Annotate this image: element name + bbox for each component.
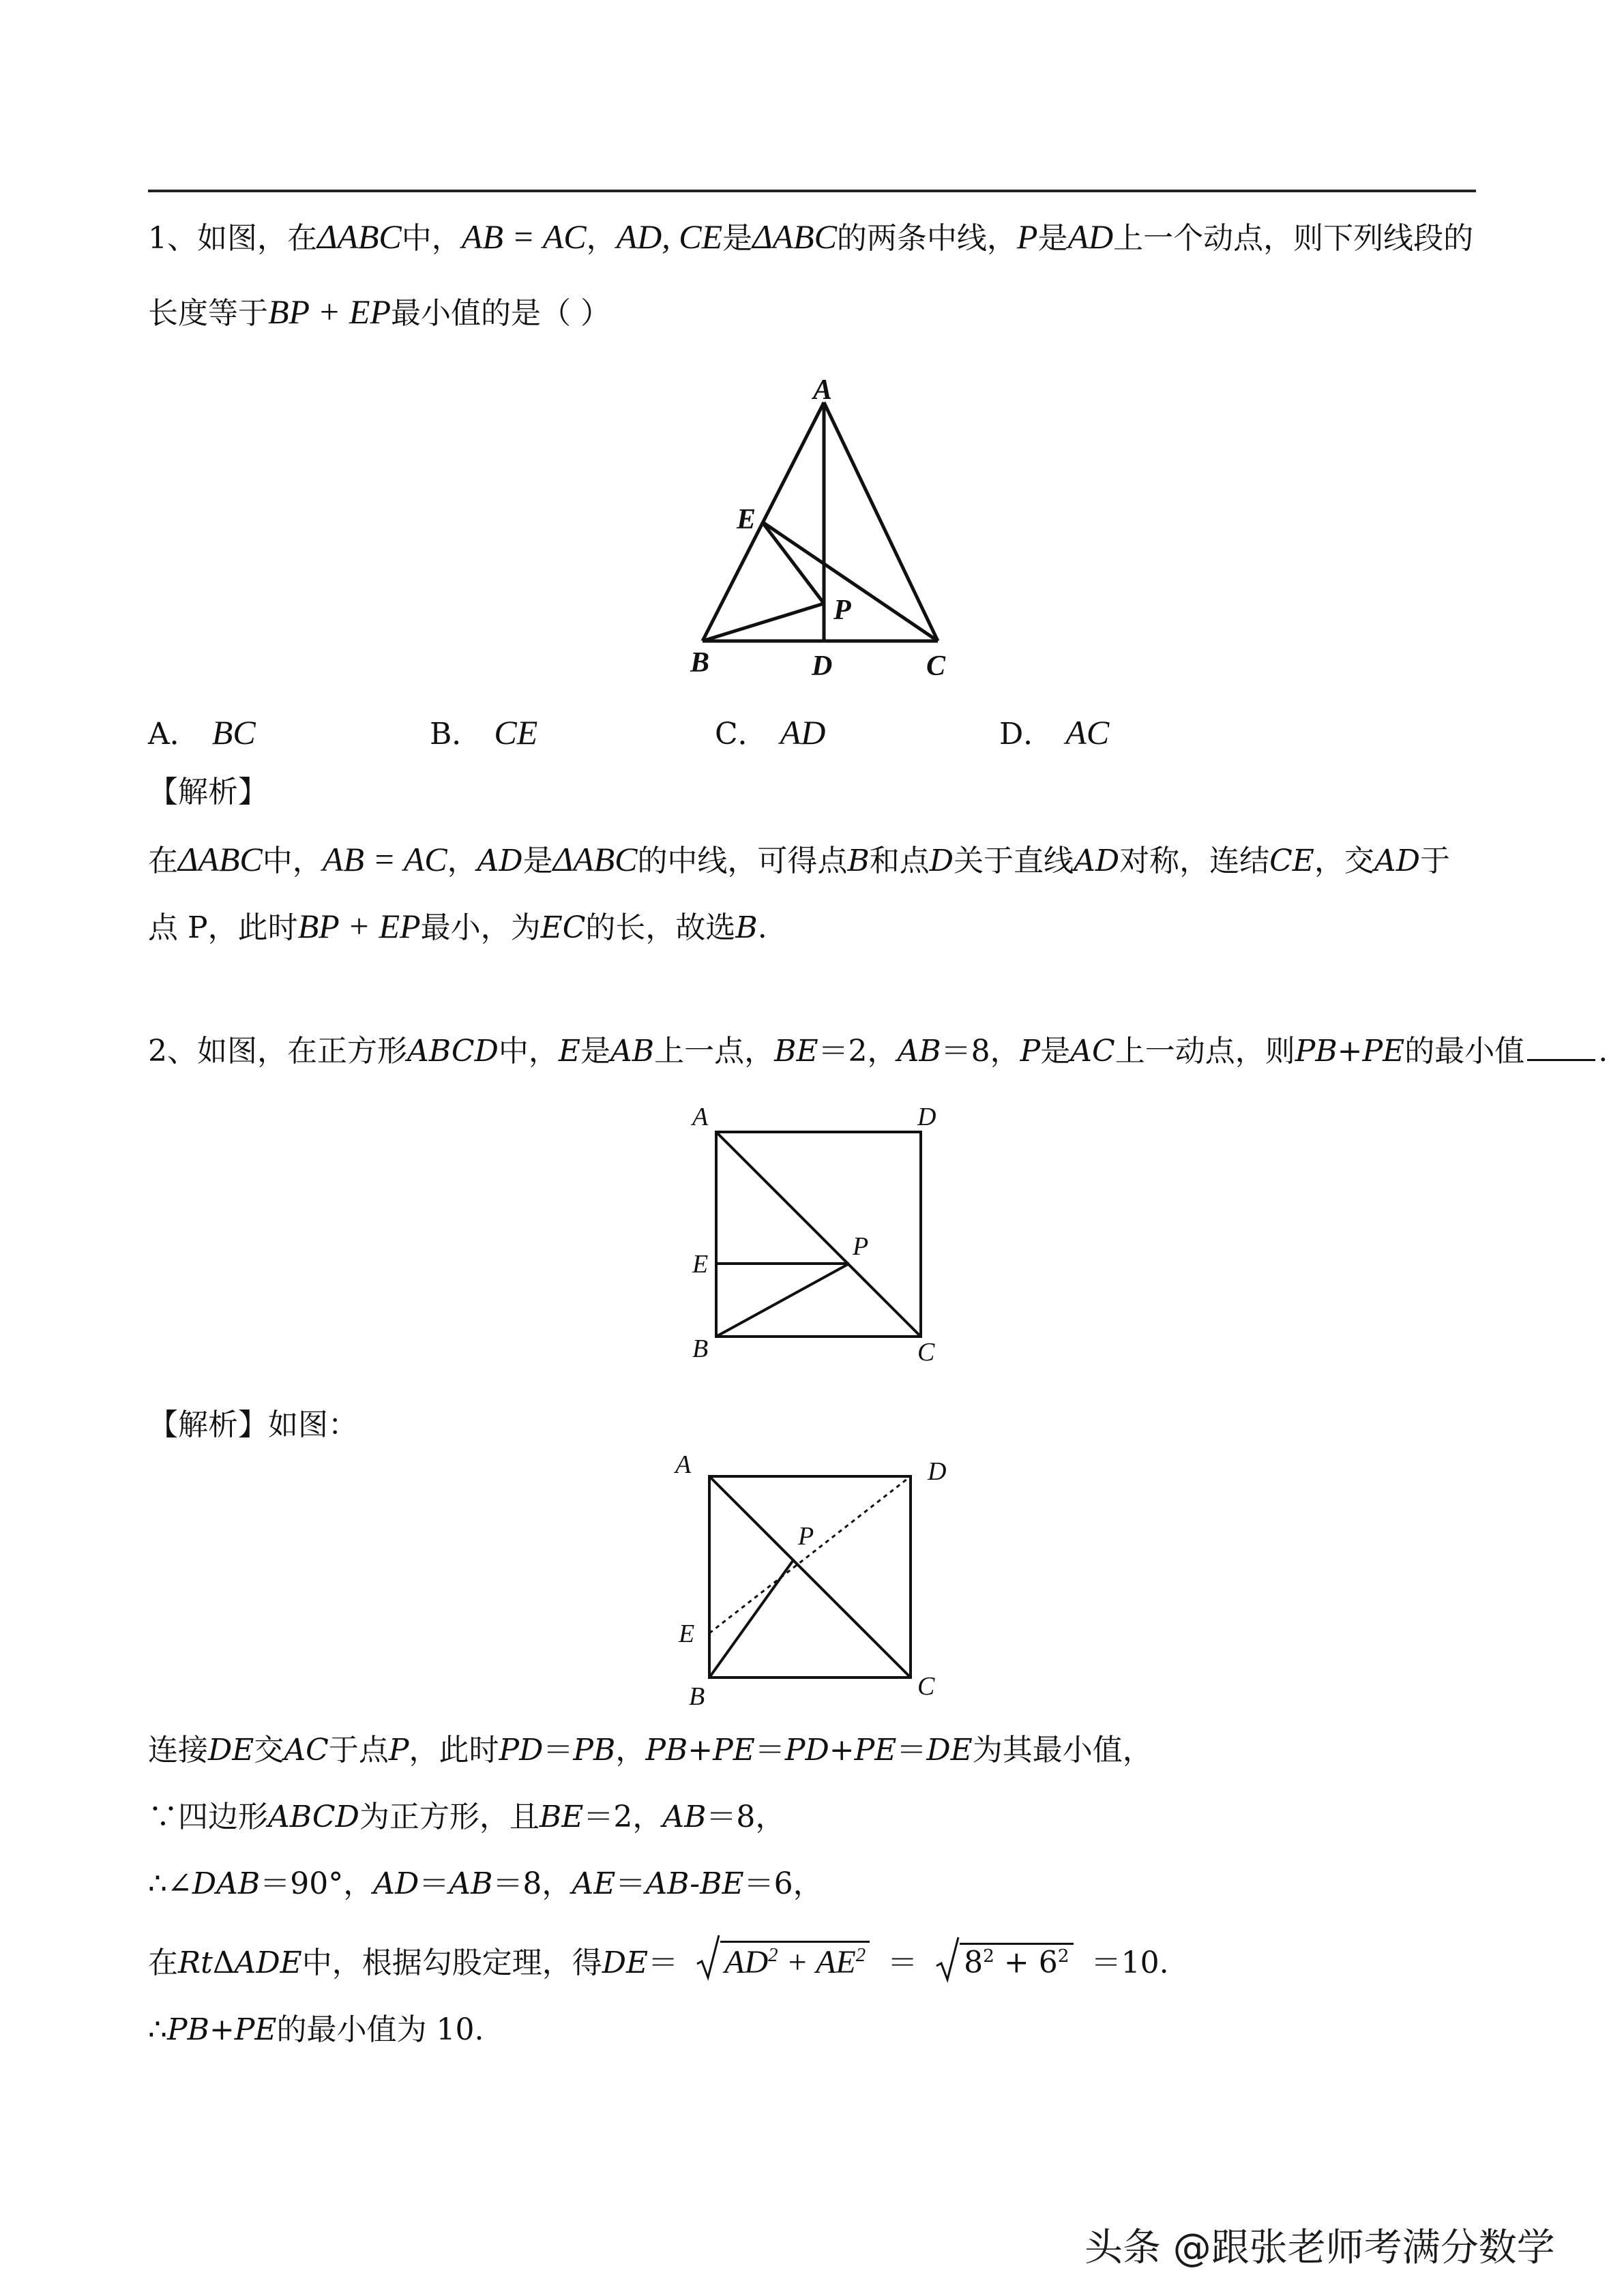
q1-stem-line2: 长度等于BP + EP最小值的是（ ）: [148, 293, 611, 331]
q1-option-b[interactable]: B． CE: [430, 713, 538, 751]
sqrt-expression-1: $AD^2 + AE^2$: [696, 1941, 870, 1979]
q1-option-c[interactable]: C． AD: [715, 713, 826, 751]
label-B: B: [692, 1335, 709, 1363]
answer-blank[interactable]: [1527, 1052, 1595, 1061]
q2-solution-figure: [668, 1446, 962, 1718]
watermark: 头条 @跟张老师考满分数学: [1084, 2226, 1555, 2270]
label-B: B: [689, 1682, 705, 1711]
label-B: B: [690, 647, 710, 679]
label-D: D: [812, 651, 833, 682]
q2-solution-line2: ∵四边形ABCD为正方形，且BE＝2，AB＝8，: [148, 1800, 786, 1834]
q2-stem: 2、如图，在正方形ABCD中，E是AB上一点，BE＝2，AB＝8，P是AC上一动点，则PB+PE的最小值 .: [148, 1034, 1608, 1069]
label-E: E: [692, 1250, 709, 1279]
label-P: P: [853, 1232, 869, 1261]
label-A: A: [675, 1450, 692, 1479]
q1-analysis-label: 【解析】: [148, 775, 268, 809]
label-C: C: [917, 1338, 935, 1367]
label-D: D: [928, 1457, 947, 1486]
q1-option-a[interactable]: A． BC: [148, 713, 256, 751]
q1-analysis-line2: 点 P，此时BP + EP最小，为EC的长，故选B.: [148, 907, 767, 945]
q2-solution-line5: ∴PB+PE的最小值为 10.: [148, 2012, 484, 2047]
q1-option-d[interactable]: D． AC: [999, 713, 1110, 751]
q2-square-figure: [682, 1091, 955, 1377]
label-C: C: [917, 1672, 935, 1701]
label-A: A: [692, 1103, 709, 1131]
label-P: P: [798, 1522, 814, 1551]
label-A: A: [813, 374, 833, 406]
q2-solution-line3: ∴∠DAB＝90°，AD＝AB＝8，AE＝AB-BE＝6，: [148, 1866, 823, 1901]
top-rule: [148, 190, 1476, 192]
q1-triangle-figure: [675, 368, 962, 682]
label-E: E: [679, 1620, 695, 1648]
label-P: P: [833, 595, 851, 626]
sqrt-expression-2: $8^2 + 6^2$: [935, 1943, 1073, 1978]
q1-analysis-line1: 在ΔABC中，AB = AC，AD是ΔABC的中线，可得点B和点D关于直线AD对称，连结CE，交AD于: [148, 840, 1450, 878]
q2-solution-line1: 连接DE交AC于点P，此时PD＝PB，PB+PE＝PD+PE＝DE为其最小值，: [148, 1733, 1153, 1768]
label-E: E: [737, 504, 756, 535]
q1-stem-line1: 1、如图，在ΔABC中，AB = AC，AD, CE是ΔABC的两条中线，P是AD上一个动点，则下列线段的: [148, 218, 1474, 256]
q2-analysis-label: 【解析】如图：: [148, 1407, 358, 1442]
label-D: D: [917, 1103, 936, 1131]
q2-solution-line4: 在RtΔADE中，根据勾股定理，得DE＝ $AD^2 + AE^2$ ＝ $8^2 + 6^2 =10$.: [148, 1941, 1169, 1979]
label-C: C: [926, 651, 946, 682]
